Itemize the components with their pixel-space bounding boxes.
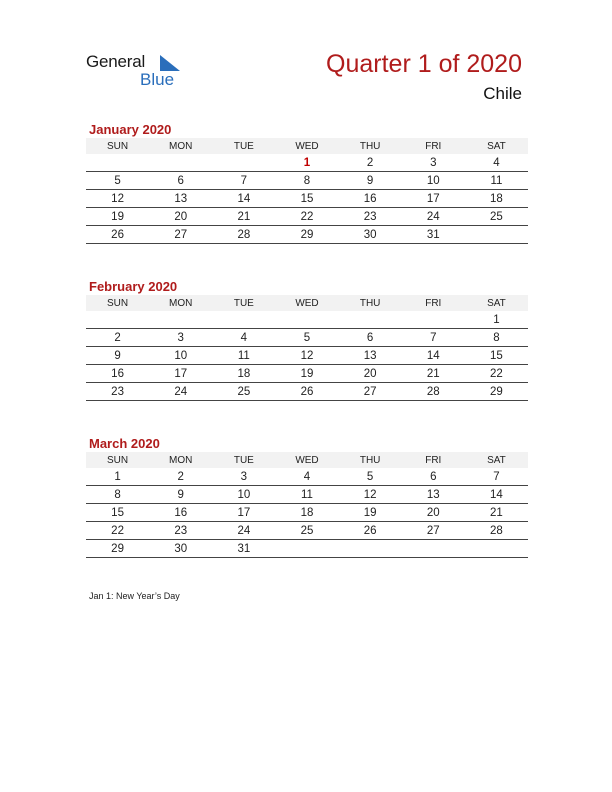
day-cell: 10 <box>212 486 275 504</box>
day-cell: 8 <box>275 172 338 190</box>
day-cell: 2 <box>149 468 212 486</box>
day-cell: 6 <box>402 468 465 486</box>
day-cell: 1 <box>275 154 338 172</box>
logo-flag-icon <box>160 55 180 71</box>
brand-logo <box>86 52 196 92</box>
day-cell: 31 <box>402 226 465 244</box>
weekday-header: FRI <box>402 295 465 311</box>
day-cell <box>212 311 275 329</box>
day-cell: 20 <box>149 208 212 226</box>
day-cell: 21 <box>465 504 528 522</box>
weekday-header-row <box>86 138 528 154</box>
week-row <box>86 540 528 558</box>
day-cell: 18 <box>465 190 528 208</box>
day-cell: 14 <box>212 190 275 208</box>
weekday-header: SUN <box>86 452 149 468</box>
week-row <box>86 504 528 522</box>
day-cell: 26 <box>339 522 402 540</box>
holiday-notes: Jan 1: New Year’s Day <box>89 591 180 601</box>
weekday-header: MON <box>149 138 212 154</box>
week-row <box>86 208 528 226</box>
day-cell <box>212 154 275 172</box>
day-cell: 16 <box>86 365 149 383</box>
day-cell: 23 <box>339 208 402 226</box>
day-cell: 29 <box>465 383 528 401</box>
day-cell: 12 <box>275 347 338 365</box>
day-cell: 23 <box>149 522 212 540</box>
week-row <box>86 365 528 383</box>
day-cell: 13 <box>402 486 465 504</box>
weekday-header: MON <box>149 452 212 468</box>
day-cell: 27 <box>339 383 402 401</box>
day-cell: 24 <box>402 208 465 226</box>
calendar-grid <box>86 138 528 244</box>
day-cell: 22 <box>275 208 338 226</box>
day-cell <box>275 311 338 329</box>
month-february <box>86 278 528 401</box>
day-cell: 19 <box>339 504 402 522</box>
week-row <box>86 311 528 329</box>
weekday-header: THU <box>339 295 402 311</box>
day-cell: 9 <box>86 347 149 365</box>
day-cell: 30 <box>149 540 212 558</box>
weekday-header: TUE <box>212 452 275 468</box>
calendar-grid <box>86 295 528 401</box>
week-row <box>86 190 528 208</box>
day-cell: 19 <box>275 365 338 383</box>
day-cell: 5 <box>86 172 149 190</box>
day-cell: 24 <box>149 383 212 401</box>
week-row <box>86 226 528 244</box>
day-cell: 10 <box>149 347 212 365</box>
weekday-header: FRI <box>402 138 465 154</box>
day-cell: 9 <box>149 486 212 504</box>
day-cell: 21 <box>212 208 275 226</box>
day-cell <box>275 540 338 558</box>
week-row <box>86 522 528 540</box>
weekday-header: THU <box>339 138 402 154</box>
day-cell: 1 <box>86 468 149 486</box>
day-cell: 14 <box>465 486 528 504</box>
day-cell: 2 <box>339 154 402 172</box>
day-cell: 20 <box>402 504 465 522</box>
day-cell: 21 <box>402 365 465 383</box>
day-cell: 3 <box>402 154 465 172</box>
day-cell: 2 <box>86 329 149 347</box>
weekday-header: SAT <box>465 452 528 468</box>
day-cell: 15 <box>86 504 149 522</box>
day-cell: 4 <box>275 468 338 486</box>
day-cell: 5 <box>275 329 338 347</box>
week-row <box>86 172 528 190</box>
weekday-header: FRI <box>402 452 465 468</box>
day-cell <box>149 154 212 172</box>
day-cell: 18 <box>275 504 338 522</box>
day-cell: 20 <box>339 365 402 383</box>
weekday-header: THU <box>339 452 402 468</box>
month-title: February 2020 <box>89 279 178 294</box>
day-cell: 31 <box>212 540 275 558</box>
day-cell: 14 <box>402 347 465 365</box>
week-row <box>86 347 528 365</box>
weekday-header: SUN <box>86 138 149 154</box>
day-cell <box>339 540 402 558</box>
day-cell: 4 <box>465 154 528 172</box>
day-cell: 15 <box>275 190 338 208</box>
day-cell: 16 <box>149 504 212 522</box>
day-cell: 29 <box>86 540 149 558</box>
day-cell: 9 <box>339 172 402 190</box>
day-cell: 7 <box>212 172 275 190</box>
day-cell: 24 <box>212 522 275 540</box>
day-cell: 17 <box>212 504 275 522</box>
day-cell <box>465 540 528 558</box>
day-cell: 25 <box>212 383 275 401</box>
day-cell: 8 <box>465 329 528 347</box>
day-cell <box>86 154 149 172</box>
weekday-header: TUE <box>212 295 275 311</box>
day-cell: 7 <box>465 468 528 486</box>
day-cell: 25 <box>275 522 338 540</box>
weekday-header: SUN <box>86 295 149 311</box>
weekday-header: WED <box>275 138 338 154</box>
day-cell: 8 <box>86 486 149 504</box>
day-cell: 25 <box>465 208 528 226</box>
day-cell: 11 <box>212 347 275 365</box>
country-name: Chile <box>483 84 522 103</box>
week-row <box>86 329 528 347</box>
week-row <box>86 486 528 504</box>
day-cell: 17 <box>402 190 465 208</box>
day-cell: 10 <box>402 172 465 190</box>
month-title: January 2020 <box>89 122 172 137</box>
month-march <box>86 435 528 558</box>
day-cell: 5 <box>339 468 402 486</box>
day-cell: 27 <box>402 522 465 540</box>
day-cell: 18 <box>212 365 275 383</box>
day-cell <box>339 311 402 329</box>
weekday-header: SAT <box>465 295 528 311</box>
day-cell: 23 <box>86 383 149 401</box>
day-cell <box>465 226 528 244</box>
day-cell: 6 <box>149 172 212 190</box>
week-row <box>86 383 528 401</box>
day-cell <box>149 311 212 329</box>
day-cell: 17 <box>149 365 212 383</box>
day-cell: 22 <box>465 365 528 383</box>
weekday-header: TUE <box>212 138 275 154</box>
weekday-header-row <box>86 452 528 468</box>
day-cell: 1 <box>465 311 528 329</box>
day-cell <box>86 311 149 329</box>
day-cell: 29 <box>275 226 338 244</box>
day-cell: 28 <box>402 383 465 401</box>
day-cell: 12 <box>339 486 402 504</box>
weekday-header: WED <box>275 295 338 311</box>
day-cell: 26 <box>275 383 338 401</box>
day-cell <box>402 311 465 329</box>
day-cell: 28 <box>212 226 275 244</box>
day-cell: 3 <box>149 329 212 347</box>
day-cell: 3 <box>212 468 275 486</box>
day-cell: 13 <box>339 347 402 365</box>
weekday-header-row <box>86 295 528 311</box>
logo-text-general: General <box>86 52 146 71</box>
month-title: March 2020 <box>89 436 160 451</box>
day-cell: 19 <box>86 208 149 226</box>
page-title: Quarter 1 of 2020 <box>326 50 522 78</box>
day-cell <box>402 540 465 558</box>
day-cell: 27 <box>149 226 212 244</box>
calendar-grid <box>86 452 528 558</box>
day-cell: 11 <box>465 172 528 190</box>
month-january <box>86 121 528 244</box>
weekday-header: WED <box>275 452 338 468</box>
weekday-header: SAT <box>465 138 528 154</box>
weekday-header: MON <box>149 295 212 311</box>
day-cell: 22 <box>86 522 149 540</box>
day-cell: 7 <box>402 329 465 347</box>
day-cell: 30 <box>339 226 402 244</box>
day-cell: 12 <box>86 190 149 208</box>
week-row <box>86 154 528 172</box>
day-cell: 6 <box>339 329 402 347</box>
day-cell: 28 <box>465 522 528 540</box>
day-cell: 11 <box>275 486 338 504</box>
day-cell: 4 <box>212 329 275 347</box>
day-cell: 15 <box>465 347 528 365</box>
day-cell: 16 <box>339 190 402 208</box>
week-row <box>86 468 528 486</box>
logo-text-blue: Blue <box>140 70 175 89</box>
day-cell: 26 <box>86 226 149 244</box>
day-cell: 13 <box>149 190 212 208</box>
